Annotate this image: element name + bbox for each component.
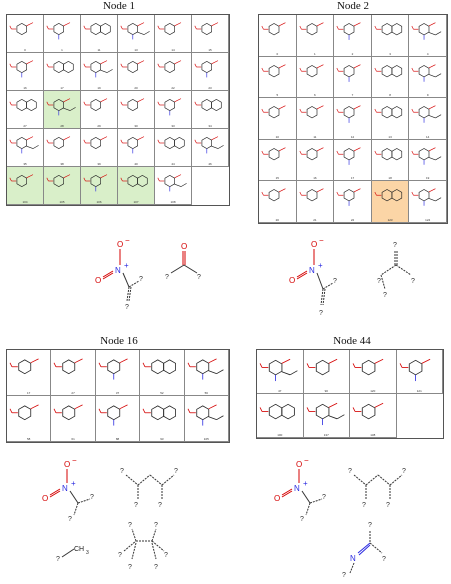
molecule-cell [118, 167, 155, 205]
molecule-id-label: 19 [97, 86, 101, 90]
molecule-id-label: 22 [350, 217, 355, 222]
motif-wildcard: ? [128, 522, 132, 529]
molecule-structure [157, 55, 189, 79]
molecule-structure [187, 352, 226, 382]
molecule-cell [155, 91, 192, 129]
molecule-cell [372, 15, 410, 57]
panel-node-1 [4, 0, 234, 210]
molecule-structure [336, 100, 369, 124]
motif-atom-oxygen: O [181, 242, 188, 251]
molecule-structure [352, 396, 394, 427]
molecule-cell [257, 350, 304, 394]
motif-atom-nitrogen: N [294, 484, 300, 493]
molecule-structure [83, 169, 115, 193]
molecule-grid [258, 14, 448, 224]
molecule-cell [7, 350, 51, 396]
molecule-structure [299, 59, 332, 83]
molecule-cell [185, 350, 229, 396]
motif-wildcard: ? [165, 274, 169, 281]
motif-wildcard: ? [322, 494, 326, 501]
panel-title: Node 16 [100, 335, 138, 347]
molecule-cell [118, 53, 155, 91]
molecule-id-label: 13 [134, 48, 138, 52]
motif-wildcard: ? [90, 494, 94, 501]
molecule-id-label: 105 [59, 200, 65, 204]
molecule-cell [259, 181, 297, 223]
molecule-structure [336, 142, 369, 166]
molecule-structure [98, 398, 137, 428]
molecule-structure [261, 17, 294, 41]
molecule-cell [192, 15, 229, 53]
molecule-id-label: 20 [134, 86, 138, 90]
molecule-id-label: 138 [370, 433, 376, 437]
molecule-cell [7, 15, 44, 53]
molecule-cell [304, 394, 351, 438]
motif-atom-oxygen: O [296, 460, 303, 469]
molecule-cell [372, 140, 410, 182]
motif-wildcard: ? [164, 552, 168, 559]
molecule-cell [7, 396, 51, 442]
motif-node-1 [95, 235, 215, 325]
panel-node-44 [256, 335, 448, 445]
motif-methyl-subscript: 3 [86, 550, 89, 556]
molecule-structure [306, 396, 348, 427]
motif-wildcard: ? [154, 522, 158, 529]
motif-charge-plus: + [71, 479, 76, 488]
molecule-id-label: 8 [389, 93, 391, 98]
molecule-cell [297, 181, 335, 223]
molecule-id-label: 104 [22, 200, 28, 204]
molecule-id-label: 11 [97, 48, 101, 52]
molecule-cell [409, 15, 447, 57]
molecule-structure [46, 55, 78, 79]
motif-wildcard: ? [134, 502, 138, 509]
molecule-id-label: 17 [60, 86, 64, 90]
motif-wildcard: ? [348, 468, 352, 475]
panel-title: Node 44 [333, 335, 371, 347]
molecule-cell [81, 15, 118, 53]
motif-atom-nitrogen: N [62, 484, 68, 493]
molecule-cell [44, 167, 81, 205]
motif-wildcard: ? [158, 502, 162, 509]
molecule-structure [83, 93, 115, 117]
molecule-id-label: 44 [171, 162, 175, 166]
motif-atom-oxygen: O [95, 276, 102, 285]
molecule-id-label: 15 [208, 48, 212, 52]
motif-wildcard: ? [377, 278, 381, 285]
molecule-id-label: 121 [416, 389, 422, 393]
motif-wildcard: ? [393, 242, 397, 249]
molecule-grid [6, 14, 230, 206]
molecule-id-label: 14 [426, 134, 430, 139]
molecule-structure [299, 142, 332, 166]
molecule-id-label: 105 [203, 437, 209, 441]
molecule-cell [51, 396, 95, 442]
molecule-id-label: 3 [389, 51, 391, 56]
molecule-structure [9, 169, 41, 193]
molecule-cell [259, 15, 297, 57]
molecule-cell [185, 396, 229, 442]
molecule-id-label: 40 [134, 162, 138, 166]
molecule-structure [83, 55, 115, 79]
molecule-id-label: 23 [208, 86, 212, 90]
molecule-id-label: 12 [350, 134, 355, 139]
molecule-structure [157, 131, 189, 155]
motif-atom-oxygen: O [117, 240, 124, 249]
molecule-grid [6, 349, 230, 443]
molecule-id-label: 21 [313, 217, 317, 222]
motif-atom-nitrogen: N [115, 266, 121, 275]
molecule-id-label: 37 [115, 391, 120, 395]
molecule-id-label: 52 [160, 391, 164, 395]
molecule-structure [374, 17, 407, 41]
molecule-cell [334, 57, 372, 99]
molecule-structure [9, 93, 41, 117]
molecule-structure [411, 183, 444, 207]
molecule-cell [192, 91, 229, 129]
molecule-cell [334, 140, 372, 182]
molecule-cell [334, 98, 372, 140]
molecule-structure [9, 131, 41, 155]
molecule-cell [7, 129, 44, 167]
molecule-structure [194, 17, 226, 41]
motif-methyl: CH [74, 546, 85, 553]
molecule-structure [336, 183, 369, 207]
molecule-id-label: 28 [60, 124, 64, 128]
molecule-cell [297, 98, 335, 140]
molecule-id-label: 16 [313, 176, 317, 181]
molecule-structure [98, 352, 137, 382]
molecule-structure [306, 352, 348, 383]
molecule-structure [9, 398, 48, 428]
molecule-structure [142, 352, 181, 382]
molecule-structure [336, 59, 369, 83]
motif-wildcard: ? [139, 276, 143, 283]
molecule-cell [118, 129, 155, 167]
molecule-structure [46, 17, 78, 41]
molecule-cell [118, 15, 155, 53]
molecule-cell [372, 98, 410, 140]
panel-title: Node 2 [336, 0, 370, 12]
molecule-cell [7, 53, 44, 91]
motif-wildcard: ? [174, 468, 178, 475]
molecule-id-label: 39 [97, 162, 101, 166]
molecule-id-label: 4 [426, 51, 429, 56]
molecule-cell [44, 129, 81, 167]
molecule-cell [81, 167, 118, 205]
molecule-cell [7, 167, 44, 205]
molecule-structure [261, 59, 294, 83]
motif-atom-oxygen: O [42, 494, 49, 503]
molecule-cell [334, 181, 372, 223]
molecule-cell [409, 57, 447, 99]
motif-wildcard: ? [319, 310, 323, 317]
molecule-id-label: 61 [71, 437, 75, 441]
motif-wildcard: ? [333, 278, 337, 285]
molecule-cell [409, 98, 447, 140]
molecule-cell [372, 181, 410, 223]
molecule-structure [120, 17, 152, 41]
molecule-cell [51, 350, 95, 396]
molecule-structure [194, 55, 226, 79]
molecule-structure [53, 352, 92, 382]
motif-charge-minus: − [304, 456, 309, 465]
molecule-structure [142, 398, 181, 428]
molecule-structure [411, 17, 444, 41]
motif-wildcard: ? [120, 468, 124, 475]
molecule-structure [120, 55, 152, 79]
molecule-structure [299, 183, 332, 207]
molecule-cell [409, 181, 447, 223]
molecule-id-label: 100 [277, 433, 283, 437]
molecule-cell [397, 350, 444, 394]
molecule-structure [194, 131, 226, 155]
molecule-cell [81, 91, 118, 129]
molecule-id-label: 88 [115, 437, 120, 441]
motif-charge-plus: + [303, 479, 308, 488]
molecule-id-label: 120 [370, 389, 376, 393]
molecule-id-label: 5 [276, 93, 279, 98]
molecule-structure [352, 352, 394, 383]
molecule-cell [155, 15, 192, 53]
molecule-structure [299, 100, 332, 124]
molecule-id-label: 1 [314, 51, 316, 56]
motif-wildcard: ? [125, 304, 129, 311]
molecule-id-label: 17 [350, 176, 355, 181]
molecule-id-label: 0 [24, 48, 26, 52]
molecule-id-label: 58 [27, 437, 31, 441]
molecule-cell [397, 394, 444, 438]
molecule-cell [44, 15, 81, 53]
motif-atom-oxygen: O [311, 240, 318, 249]
molecule-cell [297, 57, 335, 99]
molecule-cell [7, 91, 44, 129]
motif-wildcard: ? [411, 278, 415, 285]
motif-wildcard: ? [383, 292, 387, 299]
motif-wildcard: ? [382, 556, 386, 563]
motif-wildcard: ? [368, 522, 372, 529]
motif-wildcard: ? [128, 564, 132, 571]
molecule-structure [411, 142, 444, 166]
molecule-structure [187, 398, 226, 428]
molecule-structure [9, 55, 41, 79]
molecule-id-label: 108 [170, 200, 176, 204]
motif-charge-minus: − [125, 236, 130, 245]
motif-wildcard: ? [197, 274, 201, 281]
molecule-cell [44, 91, 81, 129]
motif-atom-oxygen: O [289, 276, 296, 285]
molecule-cell [118, 91, 155, 129]
molecule-structure [299, 17, 332, 41]
molecule-cell [140, 350, 184, 396]
motif-charge-plus: + [318, 261, 323, 270]
molecule-cell [96, 396, 140, 442]
molecule-cell [297, 15, 335, 57]
molecule-cell [372, 57, 410, 99]
motif-atom-oxygen: O [274, 494, 281, 503]
molecule-structure [46, 169, 78, 193]
molecule-structure [261, 100, 294, 124]
motif-charge-minus: − [319, 236, 324, 245]
motif-atom-nitrogen: N [350, 554, 356, 563]
molecule-cell [334, 15, 372, 57]
molecule-structure [9, 17, 41, 41]
molecule-id-label: 90 [324, 389, 328, 393]
molecule-cell [192, 53, 229, 91]
motif-wildcard: ? [68, 516, 72, 523]
motif-charge-minus: − [72, 456, 77, 465]
motif-wildcard: ? [362, 502, 366, 509]
molecule-id-label: 2 [351, 51, 354, 56]
motif-node-16 [40, 455, 240, 583]
molecule-id-label: 123 [387, 217, 393, 222]
molecule-id-label: 0 [276, 51, 279, 56]
molecule-id-label: 6 [314, 93, 316, 98]
molecule-id-label: 137 [323, 433, 329, 437]
molecule-cell [259, 57, 297, 99]
molecule-id-label: 106 [96, 200, 102, 204]
molecule-cell [304, 350, 351, 394]
motif-wildcard: ? [342, 572, 346, 579]
molecule-id-label: 18 [388, 176, 392, 181]
molecule-structure [53, 398, 92, 428]
molecule-structure [120, 93, 152, 117]
molecule-id-label: 15 [275, 176, 279, 181]
molecule-id-label: 17 [27, 391, 31, 395]
molecule-structure [261, 183, 294, 207]
motif-wildcard: ? [154, 564, 158, 571]
molecule-id-label: 10 [275, 134, 279, 139]
molecule-cell [192, 129, 229, 167]
molecule-id-label: 124 [425, 217, 431, 222]
molecule-cell [155, 167, 192, 205]
molecule-cell [350, 394, 397, 438]
molecule-structure [120, 169, 152, 193]
molecule-structure [374, 142, 407, 166]
molecule-structure [374, 183, 407, 207]
molecule-id-label: 93 [160, 437, 164, 441]
molecule-structure [411, 100, 444, 124]
molecule-id-label: 38 [60, 162, 64, 166]
molecule-structure [46, 93, 78, 117]
molecule-cell [409, 140, 447, 182]
molecule-id-label: 1 [61, 48, 63, 52]
motif-atom-oxygen: O [64, 460, 71, 469]
motif-wildcard: ? [118, 552, 122, 559]
molecule-cell [44, 53, 81, 91]
panel-node-2 [258, 0, 448, 230]
molecule-structure [9, 352, 48, 382]
molecule-cell [81, 53, 118, 91]
molecule-id-label: 46 [208, 162, 212, 166]
motif-wildcard: ? [300, 516, 304, 523]
molecule-structure [120, 131, 152, 155]
molecule-id-label: 27 [23, 124, 27, 128]
molecule-grid [256, 349, 444, 439]
molecule-id-label: 33 [171, 124, 175, 128]
molecule-structure [157, 93, 189, 117]
molecule-structure [83, 131, 115, 155]
molecule-structure [157, 169, 189, 193]
molecule-id-label: 29 [97, 124, 101, 128]
molecule-id-label: 13 [388, 134, 392, 139]
molecule-id-label: 7 [351, 93, 354, 98]
molecule-id-label: 14 [171, 48, 175, 52]
molecule-cell [297, 140, 335, 182]
molecule-id-label: 107 [133, 200, 139, 204]
motif-wildcard: ? [402, 468, 406, 475]
molecule-id-label: 30 [134, 124, 138, 128]
molecule-cell [81, 129, 118, 167]
panel-node-16 [4, 335, 234, 445]
molecule-id-label: 11 [313, 134, 317, 139]
molecule-structure [374, 59, 407, 83]
molecule-id-label: 20 [275, 217, 279, 222]
motif-atom-nitrogen: N [309, 266, 315, 275]
molecule-structure [374, 100, 407, 124]
molecule-cell [140, 396, 184, 442]
motif-wildcard: ? [386, 502, 390, 509]
panel-title: Node 1 [102, 0, 136, 12]
molecule-structure [194, 93, 226, 117]
molecule-cell [257, 394, 304, 438]
molecule-structure [261, 142, 294, 166]
molecule-id-label: 16 [23, 86, 27, 90]
molecule-structure [336, 17, 369, 41]
motif-charge-plus: + [124, 261, 129, 270]
molecule-cell [155, 129, 192, 167]
molecule-structure [259, 396, 301, 427]
motif-node-44 [270, 455, 445, 583]
molecule-cell [259, 98, 297, 140]
molecule-cell [192, 167, 229, 205]
molecule-id-label: 34 [208, 124, 212, 128]
molecule-cell [259, 140, 297, 182]
molecule-cell [155, 53, 192, 91]
molecule-id-label: 22 [171, 86, 175, 90]
molecule-cell [96, 350, 140, 396]
molecule-id-label: 27 [71, 391, 75, 395]
molecule-cell [350, 350, 397, 394]
molecule-structure [157, 17, 189, 41]
molecule-id-label: 19 [426, 176, 430, 181]
molecule-id-label: 56 [204, 391, 208, 395]
molecule-structure [399, 352, 441, 383]
motif-wildcard: ? [56, 556, 60, 563]
motif-node-2 [285, 235, 425, 330]
molecule-structure [411, 59, 444, 83]
molecule-id-label: 47 [278, 389, 282, 393]
molecule-id-label: 9 [426, 93, 429, 98]
molecule-id-label: 35 [23, 162, 27, 166]
molecule-structure [46, 131, 78, 155]
molecule-structure [83, 17, 115, 41]
molecule-structure [259, 352, 301, 383]
